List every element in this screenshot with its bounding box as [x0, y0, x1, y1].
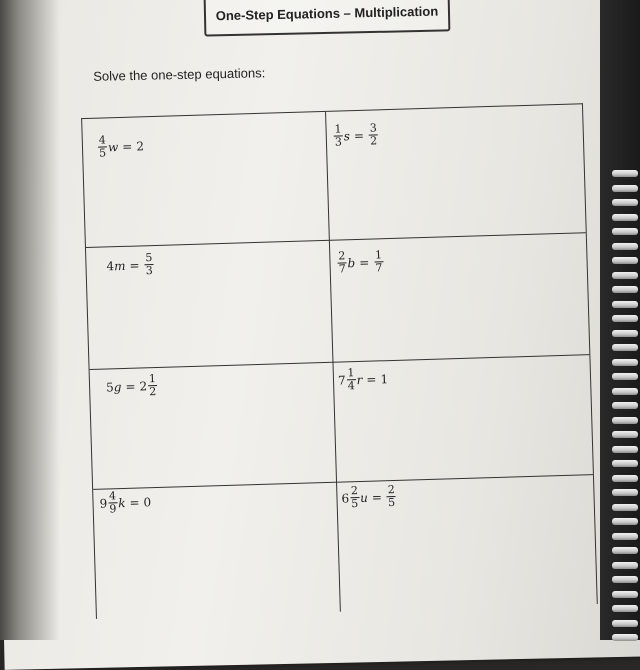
- denominator: 4: [347, 379, 356, 393]
- spiral-ring: [612, 359, 638, 366]
- variable: w: [107, 139, 119, 155]
- spiral-ring: [612, 446, 638, 453]
- numerator: 4: [98, 133, 106, 147]
- equals-sign: =: [359, 255, 370, 270]
- equals-sign: =: [371, 490, 383, 505]
- numerator: 4: [108, 489, 117, 503]
- spiral-ring: [612, 576, 638, 583]
- numerator: 1: [347, 366, 355, 380]
- spiral-binding: [600, 0, 640, 640]
- spiral-ring: [612, 591, 638, 598]
- denominator: 5: [98, 146, 107, 160]
- equation: [336, 249, 384, 276]
- spiral-ring: [612, 286, 638, 293]
- coefficient-whole-number: 7: [337, 373, 346, 388]
- equals-sign: =: [129, 258, 140, 273]
- spiral-ring: [612, 533, 638, 540]
- right-hand-side: 2: [136, 139, 145, 154]
- equation: [332, 122, 379, 149]
- spiral-ring: [612, 214, 638, 221]
- rhs-fraction: [374, 249, 384, 275]
- numerator: 2: [338, 249, 346, 263]
- spiral-ring: [612, 460, 638, 467]
- rhs-fraction: [369, 122, 379, 148]
- spiral-ring: [612, 199, 638, 206]
- coefficient-fraction: [108, 490, 118, 516]
- spiral-ring: [612, 170, 638, 177]
- equation: [338, 366, 389, 393]
- problem-cell[interactable]: [338, 366, 389, 393]
- spiral-ring: [612, 547, 638, 554]
- rhs-fraction: [148, 373, 158, 399]
- equals-sign: =: [366, 372, 377, 387]
- problem-cell[interactable]: [336, 245, 385, 276]
- spiral-ring: [612, 257, 638, 264]
- numerator: 5: [145, 251, 153, 265]
- coefficient-fraction: [350, 485, 360, 511]
- denominator: 9: [109, 502, 117, 516]
- coefficient: 4: [106, 259, 115, 274]
- spiral-ring: [612, 301, 638, 308]
- variable: r: [356, 372, 363, 387]
- numerator: 3: [369, 121, 377, 135]
- right-hand-side: 0: [143, 495, 152, 510]
- numerator: 1: [334, 122, 342, 136]
- equation: [106, 252, 155, 279]
- spiral-ring: [612, 620, 638, 627]
- equals-sign: =: [125, 379, 136, 394]
- spiral-ring: [612, 605, 638, 612]
- denominator: 3: [334, 135, 343, 149]
- problem-cell[interactable]: [106, 252, 155, 279]
- spiral-ring: [612, 431, 638, 438]
- variable: s: [343, 128, 351, 144]
- variable: b: [347, 255, 356, 271]
- handwritten-score: [45, 0, 96, 5]
- denominator: 2: [369, 134, 378, 148]
- problem-cell[interactable]: [341, 484, 397, 511]
- variable: k: [117, 495, 126, 511]
- coefficient: 5: [105, 380, 114, 395]
- numerator: 2: [350, 484, 359, 498]
- spiral-ring: [612, 518, 638, 525]
- denominator: 5: [387, 496, 396, 510]
- worksheet-title: One-Step Equations – Multiplication: [215, 3, 439, 23]
- spiral-ring: [612, 272, 638, 279]
- spiral-ring: [612, 228, 638, 235]
- spiral-ring: [612, 562, 638, 569]
- spiral-ring: [612, 388, 638, 395]
- equation: [99, 489, 151, 516]
- coefficient-fraction: [337, 250, 347, 276]
- spiral-ring: [612, 475, 638, 482]
- spiral-ring: [612, 330, 638, 337]
- rhs-fraction: [387, 484, 397, 510]
- spiral-ring: [612, 344, 638, 351]
- variable: u: [359, 490, 369, 505]
- equals-sign: =: [122, 139, 133, 154]
- instructions: Solve the one-step equations:: [93, 65, 266, 84]
- spiral-ring: [612, 417, 638, 424]
- coefficient-fraction: [346, 367, 356, 393]
- spiral-ring: [612, 243, 638, 250]
- spiral-ring: [612, 402, 638, 409]
- equals-sign: =: [353, 128, 365, 143]
- numerator: 2: [387, 482, 395, 497]
- equals-sign: =: [129, 495, 140, 510]
- problem-cell[interactable]: [106, 373, 159, 400]
- denominator: 3: [145, 264, 153, 278]
- variable: g: [113, 379, 122, 395]
- denominator: 2: [149, 385, 157, 399]
- numerator: 1: [374, 248, 383, 262]
- denominator: 5: [351, 497, 359, 511]
- coefficient-fraction: [98, 134, 108, 160]
- equation: [341, 484, 397, 511]
- spiral-ring: [612, 373, 638, 380]
- equation: [97, 133, 145, 160]
- rhs-whole-number: 2: [139, 379, 148, 394]
- rhs-fraction: [144, 252, 154, 278]
- numerator: 1: [148, 372, 157, 386]
- problem-cell[interactable]: [332, 118, 379, 149]
- title-box: [204, 0, 451, 37]
- equation: [106, 373, 159, 400]
- coefficient-whole-number: 9: [99, 496, 108, 511]
- problem-cell[interactable]: [97, 129, 145, 160]
- spiral-ring: [612, 315, 638, 322]
- spiral-ring: [612, 504, 638, 511]
- denominator: 7: [375, 261, 383, 275]
- right-hand-side: 1: [380, 371, 389, 387]
- coefficient-whole-number: 6: [341, 491, 350, 506]
- problem-cell[interactable]: [99, 489, 151, 516]
- coefficient-fraction: [333, 123, 343, 149]
- spiral-ring: [612, 489, 638, 496]
- variable: m: [113, 258, 126, 274]
- spiral-ring: [612, 185, 638, 192]
- problem-grid: [81, 103, 598, 619]
- denominator: 7: [338, 262, 346, 276]
